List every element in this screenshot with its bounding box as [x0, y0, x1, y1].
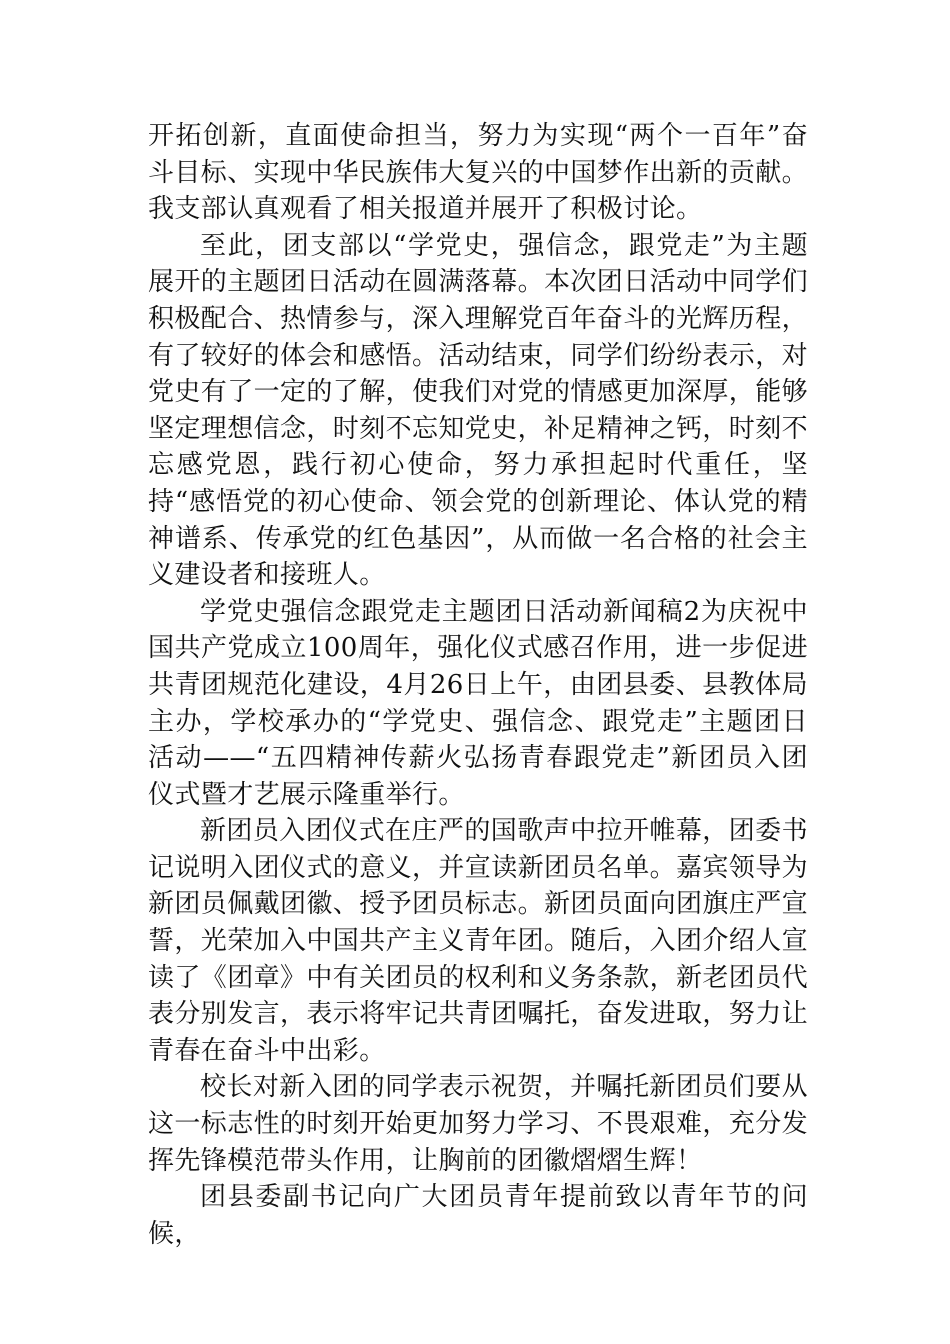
- paragraph-continuation: 开拓创新，直面使命担当，努力为实现“两个一百年”奋斗目标、实现中华民族伟大复兴的中国梦作出新的贡献。我支部认真观看了相关报道并展开了积极讨论。: [148, 121, 809, 225]
- paragraph-summary: 至此，团支部以“学党史，强信念，跟党走”为主题展开的主题团日活动在圆满落幕。本次团日活动中同学们积极配合、热情参与，深入理解党百年奋斗的光辉历程，有了较好的体会和感悟。活动结束，同学们纷纷表示，对党史有了一定的了解，使我们对党的情感更加深厚，能够坚定理想信念，时刻不忘知党史，补足精神之钙，时刻不忘感党恩，践行初心使命，努力承担起时代重任，坚持“感悟党的初心使命、领会党的创新理论、体认党的精神谱系、传承党的红色基因”，从而做一名合格的社会主义建设者和接班人。: [148, 230, 809, 591]
- paragraph-ceremony: 新团员入团仪式在庄严的国歌声中拉开帷幕，团委书记说明入团仪式的意义，并宣读新团员名单。嘉宾领导为新团员佩戴团徽、授予团员标志。新团员面向团旗庄严宣誓，光荣加入中国共产主义青年团。随后，入团介绍人宣读了《团章》中有关团员的权利和义务条款，新老团员代表分别发言，表示将牢记共青团嘱托，奋发进取，努力让青春在奋斗中出彩。: [148, 816, 809, 1066]
- document-body: [148, 118, 808, 1252]
- paragraph-principal-remarks: 校长对新入团的同学表示祝贺，并嘱托新团员们要从这一标志性的时刻开始更加努力学习、不畏艰难，充分发挥先锋模范带头作用，让胸前的团徽熠熠生辉！: [148, 1072, 809, 1176]
- paragraph-deputy-secretary: 团县委副书记向广大团员青年提前致以青年节的问候，: [148, 1182, 808, 1249]
- paragraph-news-intro: 学党史强信念跟党走主题团日活动新闻稿2为庆祝中国共产党成立100周年，强化仪式感召作用，进一步促进共青团规范化建设，4月26日上午，由团县委、县教体局主办，学校承办的“学党史、强信念、跟党走”主题团日活动——“五四精神传薪火弘扬青春跟党走”新团员入团仪式暨才艺展示隆重举行。: [148, 596, 808, 810]
